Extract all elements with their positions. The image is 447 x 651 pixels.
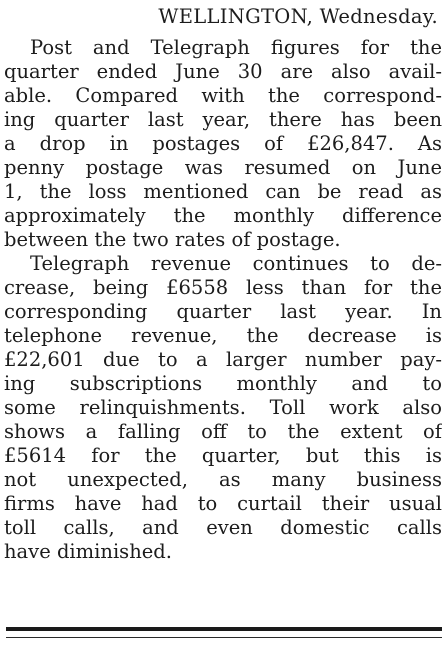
paragraph-1-line-5: a drop in postages of £26,847. As — [4, 132, 442, 155]
column-end-rule-thin — [6, 637, 442, 638]
column-end-rule — [6, 627, 442, 631]
paragraph-2-line-2: crease, being £6558 less than for the — [4, 276, 442, 299]
paragraph-2-line-5: £22,601 due to a larger number pay- — [4, 348, 442, 371]
paragraph-2-line-12: toll calls, and even domestic calls — [4, 516, 442, 539]
paragraph-2-line-11: firms have had to curtail their usual — [4, 492, 442, 515]
paragraph-1-line-9: between the two rates of postage. — [4, 228, 341, 251]
paragraph-1-line-8: approximately the monthly difference — [4, 204, 442, 227]
paragraph-2-line-4: telephone revenue, the decrease is — [4, 324, 442, 347]
paragraph-1-line-7: 1, the loss mentioned can be read as — [4, 180, 442, 203]
paragraph-2-line-9: £5614 for the quarter, but this is — [4, 444, 442, 467]
paragraph-2-line-6: ing subscriptions monthly and to — [4, 372, 442, 395]
paragraph-1-line-3: able. Compared with the correspond- — [4, 84, 442, 107]
paragraph-2-line-1: Telegraph revenue continues to de- — [30, 252, 442, 275]
paragraph-2-line-10: not unexpected, as many business — [4, 468, 442, 491]
paragraph-2-line-13: have diminished. — [4, 540, 172, 563]
paragraph-1-line-1: Post and Telegraph figures for the — [30, 36, 442, 59]
newspaper-clipping — [4, 0, 442, 651]
paragraph-2-line-3: corresponding quarter last year. In — [4, 300, 442, 323]
paragraph-2-line-8: shows a falling off to the extent of — [4, 420, 442, 443]
dateline: WELLINGTON, Wednesday. — [158, 5, 438, 28]
paragraph-2-line-7: some relinquishments. Toll work also — [4, 396, 442, 419]
paragraph-1-line-4: ing quarter last year, there has been — [4, 108, 442, 131]
paragraph-1-line-6: penny postage was resumed on June — [4, 156, 442, 179]
paragraph-1-line-2: quarter ended June 30 are also avail- — [4, 60, 442, 83]
